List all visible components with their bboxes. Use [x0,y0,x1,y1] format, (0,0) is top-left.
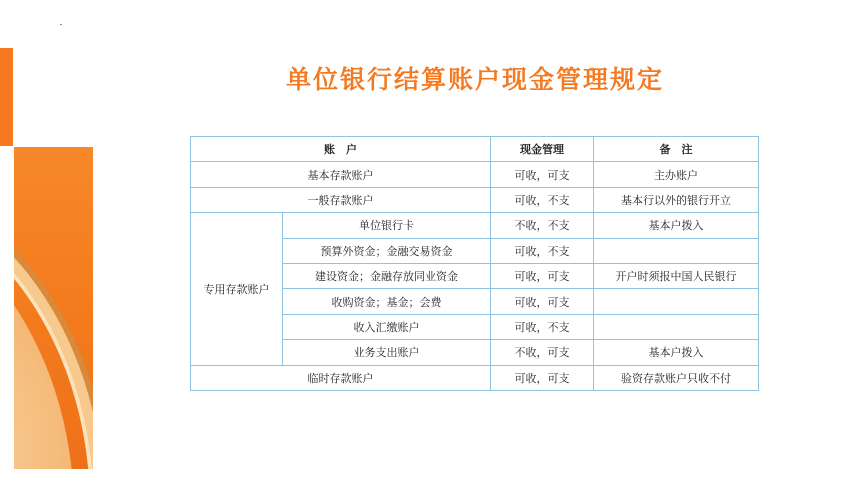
cell-remark: 开户时须报中国人民银行 [594,263,759,288]
cash-management-table-wrapper [190,136,758,391]
cell-cash: 可收，可支 [491,289,594,314]
decorative-coin-image [14,147,93,469]
cell-sub-account: 预算外资金；金融交易资金 [283,238,491,263]
cell-remark: 验资存款账户只收不付 [594,365,759,390]
cell-remark: 主办账户 [594,162,759,187]
cell-remark [594,314,759,339]
cell-cash: 可收，可支 [491,162,594,187]
cell-cash: 不收，可支 [491,340,594,365]
page-title: 单位银行结算账户现金管理规定 [285,65,664,94]
header-account: 账 户 [191,137,491,162]
cell-sub-account: 收入汇缴账户 [283,314,491,339]
table-row [191,213,759,238]
cell-cash: 可收，可支 [491,263,594,288]
cell-cash: 可收，不支 [491,238,594,263]
cell-account: 基本存款账户 [191,162,491,187]
cell-remark: 基本行以外的银行开立 [594,187,759,212]
cell-cash: 可收，可支 [491,365,594,390]
table-row [191,162,759,187]
cell-cash: 不收，不支 [491,213,594,238]
cell-cash: 可收，不支 [491,314,594,339]
cell-remark: 基本户拨入 [594,213,759,238]
cell-sub-account: 业务支出账户 [283,340,491,365]
cell-sub-account: 单位银行卡 [283,213,491,238]
table-header-row [191,137,759,162]
cell-remark: 基本户拨入 [594,340,759,365]
cell-sub-account: 建设资金；金融存放同业资金 [283,263,491,288]
cell-special-account-group: 专用存款账户 [191,213,283,365]
table-row [191,365,759,390]
header-remark: 备 注 [594,137,759,162]
cell-cash: 可收，不支 [491,187,594,212]
cell-remark [594,289,759,314]
cell-account: 一般存款账户 [191,187,491,212]
cell-remark [594,238,759,263]
cell-account: 临时存款账户 [191,365,491,390]
table-row [191,187,759,212]
header-cash-management: 现金管理 [491,137,594,162]
decorative-dot [60,24,62,25]
cash-management-table [190,136,759,391]
cell-sub-account: 收购资金；基金；会费 [283,289,491,314]
